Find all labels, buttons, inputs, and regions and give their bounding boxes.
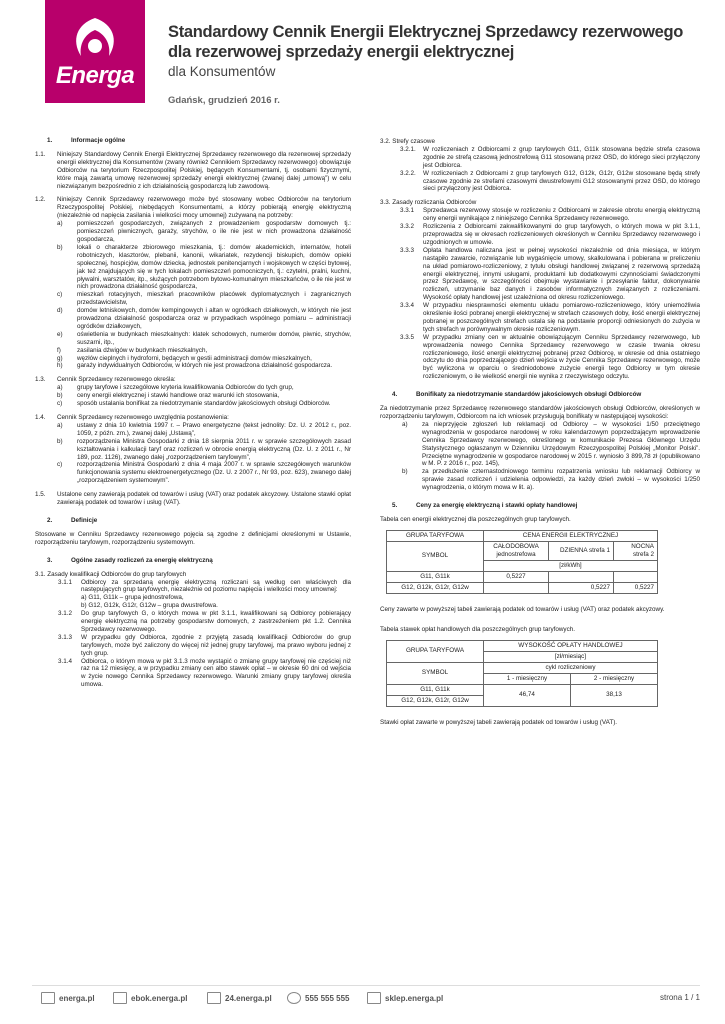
- list-item: b) lokali o charakterze zbiorowego mieszkania, tj.: domów akademickich, internatów, hoteli robotniczych, klasztorów, plebanii, kanonii, wikariatek, rezydencji biskupich, domów opieki społecznej, hospicjów, domów dziecka, jednostek penitencjarnych i wojskowych w części bytowej, jak też znajdujących się w tych lokalach pomieszczeń pomocniczych, tj.: czytelni, pralni, kuchni, pływalni, warsztatów, itp., służących potrzebom bytowo-komunalnym mieszkańców, o ile nie jest w nich prowadzona działalność gospodarcza,: [57, 243, 351, 291]
- table-header: 1 - miesięczny: [484, 673, 571, 684]
- list-item: a) grupy taryfowe i szczegółowe kryteria kwalifikowania Odbiorców do tych grup,: [57, 384, 294, 392]
- list-item: 3.3.4 W przypadku niesprawności elementu układu pomiarowo-rozliczeniowego, który uniemożliwia określenie ilości pobranej energii elektrycznej w strefach czasowych doby, ilość energii elektrycznej pobranej w poszczególnych strefach ustala się na podstawie proporcji odniesionych do zużycia w tych strefach w porównywalnym okresie rozliczeniowym.: [400, 302, 700, 333]
- section-heading: 2. Definicje: [47, 516, 98, 524]
- list: [35, 579, 351, 690]
- list-item: f) zasilania dźwigów w budynkach mieszkalnych,: [57, 346, 208, 354]
- table-header: CENA ENERGII ELEKTRYCZNEJ: [484, 530, 658, 541]
- table-unit: [zł/miesiąc]: [484, 651, 658, 662]
- table-cell: [614, 571, 658, 582]
- table-cell: [549, 571, 614, 582]
- paragraph: Stosowane w Cenniku Sprzedawcy rezerwowego pojęcia są zgodne z definicjami określonymi w Ustawie, rozporządzeniu taryfowym, rozporządzeniu systemowym.: [35, 530, 351, 546]
- document-subtitle: dla Konsumentów: [168, 64, 276, 79]
- footer-phone[interactable]: 555 555 555: [287, 992, 350, 1004]
- paragraph: 1.5. Ustalone ceny zawierają podatek od towarów i usług (VAT) oraz podatek akcyzowy. Ustalone stawki opłat zawierają podatek od towarów i usług (VAT).: [35, 491, 351, 507]
- table-header: SYMBOL: [387, 662, 484, 684]
- list: [380, 207, 700, 381]
- list: [35, 384, 351, 408]
- list-item: d) domów letniskowych, domów kempingowych i altan w ogródkach działkowych, w których nie jest prowadzona działalność gospodarcza oraz w przypadkach wspólnego pomiaru – administracji ogródków działkowych,: [57, 307, 351, 330]
- list-item: 3.3.1 Sprzedawca rezerwowy stosuje w rozliczeniu z Odbiorcami w zakresie obrotu energią elektryczną ceny energii wynikające z niniejszego Cennika Sprzedawcy rezerwowego.: [400, 207, 700, 223]
- list-item: c) sposób ustalania bonifikat za niedotrzymanie standardów jakościowych obsługi Odbiorców.: [57, 400, 331, 408]
- paragraph: 1.1. Niniejszy Standardowy Cennik Energii Elektrycznej Sprzedawcy rezerwowego dla rezerwowej sprzedaży energii elektrycznej dla Konsumentów (zwany również Cennikiem Sprzedawcy rezerwowego) obowiązuje Odbiorców na terytorium Rzeczpospolitej Polskiej, będących Konsumentami, tj. osobami fizycznymi, które mają zawartą umowę rezerwowej sprzedaży energii elektrycznej (zwanej dalej „umową”) w celu niezwiązanym bezpośrednio z ich działalnością gospodarczą lub zawodową.: [35, 150, 351, 190]
- monitor-icon: [41, 992, 55, 1004]
- footer-divider: [32, 985, 700, 986]
- list-item: c) rozporządzenia Ministra Gospodarki z dnia 4 maja 2007 r. w sprawie szczegółowych warunków funkcjonowania systemu elektroenergetycznego (Dz. U. z 2007 r., Nr 93, poz. 623), zwanego dalej „rozporządzeniem systemowym”.: [57, 461, 351, 485]
- footer-link-24[interactable]: 24.energa.pl: [207, 992, 272, 1004]
- table-cell: 0,5227: [484, 571, 549, 582]
- right-column: [380, 138, 700, 727]
- list-item: g) węzłów cieplnych i hydroforni, będących w gestii administracji domów mieszkalnych,: [57, 354, 312, 362]
- footer-link-ebok[interactable]: ebok.energa.pl: [113, 992, 187, 1004]
- page-number: strona 1 / 1: [659, 993, 700, 1002]
- table-cell: G12, G12k, G12r, G12w: [387, 695, 484, 706]
- table-note: Stawki opłat zawarte w powyższej tabeli zawierają podatek od towarów i usług (VAT).: [380, 718, 618, 726]
- energy-price-table: [386, 530, 658, 594]
- footer-link-website[interactable]: energa.pl: [41, 992, 95, 1004]
- table-cell: 38,13: [570, 684, 657, 706]
- left-column: [35, 127, 351, 689]
- trade-fee-table: [386, 640, 658, 707]
- phone-icon: [287, 992, 301, 1004]
- list: [380, 146, 700, 193]
- table-cell: G12, G12k, G12r, G12w: [387, 582, 484, 593]
- 24h-icon: [207, 992, 221, 1004]
- list-item: 3.1.4 Odbiorca, o którym mowa w pkt 3.1.3 może wystąpić o zmianę grupy taryfowej nie częściej niż raz na 12 miesięcy, a w przypadku zmiany cen albo stawek opłat – w okresie 60 dni od wejścia w życie nowego Cennika Sprzedawcy rezerwowego. Warunki zmiany grupy taryfowej określa umowa.: [58, 657, 351, 689]
- table-cell: [484, 582, 549, 593]
- list: [35, 422, 351, 485]
- table-cell: G11, G11k: [387, 571, 484, 582]
- list: [380, 421, 700, 492]
- list-item: 3.1.3 W przypadku gdy Odbiorca, zgodnie z przyjętą zasadą kwalifikacji Odbiorców do grup taryfowych, może być zaliczony do więcej niż jednej grupy taryfowej, ma prawo wyboru jednej z tych grup.: [58, 633, 351, 657]
- list-item: c) mieszkań rotacyjnych, mieszkań pracowników placówek dyplomatycznych i zagranicznych przedstawicielstw,: [57, 291, 351, 307]
- document-title-line2: dla rezerwowej sprzedaży energii elektrycznej: [168, 43, 514, 61]
- logo-wordmark: Energa: [55, 62, 135, 89]
- section-heading: 5. Ceny za energię elektryczną i stawki opłaty handlowej: [392, 502, 578, 510]
- list-item: 3.3.3 Opłata handlowa naliczana jest w pełnej wysokości niezależnie od dnia miesiąca, w którym nastąpiło zawarcie, rozwiązanie lub wygaśnięcie umowy, skalkulowana i pobierana w preliczeniu na układ pomiarowo-rozliczeniowy, z tytułu obsługi handlowej związanej z rezerwową sprzedażą energii elektrycznej, innymi usługami, produktami lub dodatkowymi czynnościami świadczonymi przez Sprzedawcę, w szczególności obejmuje wystawianie i przesyłanie faktur, dokonywanie rozliczeń, utrzymanie baz danych i zasobów informatycznych związanych z rozliczeniami. Wysokość opłaty handlowej jest uzależniona od okresu rozliczeniowego.: [400, 246, 700, 302]
- energa-flame-icon: [67, 16, 123, 64]
- ebok-icon: [113, 992, 127, 1004]
- table-row: [387, 571, 658, 582]
- document-title-line1: Standardowy Cennik Energii Elektrycznej Sprzedawcy rezerwowego: [168, 23, 684, 41]
- list-item: b) ceny energii elektrycznej i stawki handlowe oraz warunki ich stosowania,: [57, 392, 280, 400]
- footer: [35, 988, 685, 1008]
- list-item: 3.1.1 Odbiorcy za sprzedaną energię elektryczną rozliczani są według cen właściwych dla następujących grup taryfowych, niezależnie od poziomu napięcia i wielkości mocy umownej:: [58, 578, 351, 594]
- subsection-heading: 3.3. Zasady rozliczania Odbiorców: [380, 199, 477, 207]
- list-item: a) ustawy z dnia 10 kwietnia 1997 r. – Prawo energetyczne (tekst jednolity: Dz. U. z 2012 r., poz. 1059, z późn. zm.), zwanej dalej „Ustawą”,: [57, 421, 351, 437]
- paragraph: Za niedotrzymanie przez Sprzedawcę rezerwowego standardów jakościowych obsługi Odbiorców, określonych w rozporządzeniu taryfowym, Odbiorcom na ich wniosek przysługują bonifikaty w następującej wysokości:: [380, 405, 700, 420]
- section-heading: 4. Bonifikaty za niedotrzymanie standardów jakościowych obsługi Odbiorców: [392, 391, 642, 399]
- cart-icon: [367, 992, 381, 1004]
- section-heading: 3. Ogólne zasady rozliczeń za energię elektryczną: [47, 556, 213, 564]
- energa-logo: [45, 0, 145, 103]
- table-header: 2 - miesięczny: [570, 673, 657, 684]
- list: [35, 220, 351, 370]
- table-unit: [zł/kWh]: [484, 560, 658, 571]
- list-item: b) G12, G12k, G12r, G12w – grupa dwustrefowa.: [81, 602, 218, 610]
- table-header: GRUPA TARYFOWA: [387, 530, 484, 541]
- paragraph: 1.4. Cennik Sprzedawcy rezerwowego uwzględnia postanowienia:: [35, 414, 229, 421]
- table-cell: 0,5227: [549, 582, 614, 593]
- table-cell: 46,74: [484, 684, 571, 706]
- table-row: [387, 582, 658, 593]
- subsection-heading: 3.1. Zasady kwalifikacji Odbiorców do grup taryfowych: [35, 570, 187, 578]
- document-date: Gdańsk, grudzień 2016 r.: [168, 95, 280, 106]
- list-item: 3.3.2 Rozliczenia z Odbiorcami zakwalifikowanymi do grup taryfowych, o których mowa w pkt 3.1.1, przeprowadza się w okresach rozliczeniowych określonych w Cenniku Sprzedawcy rezerwowego i uzgodnionych w umowie.: [400, 223, 700, 246]
- section-heading: 1. Informacje ogólne: [47, 137, 126, 144]
- list-item: a) G11, G11k – grupa jednostrefowa,: [81, 594, 184, 602]
- table-cell: G11, G11k: [387, 684, 484, 695]
- table-cell: 0,5227: [614, 582, 658, 593]
- list-item: 3.3.5 W przypadku zmiany cen w aktualnie obowiązującym Cenniku Sprzedawcy rezerwowego, lub wprowadzenia nowego Cennika Sprzedawcy rezerwowego w czasie trwania okresu rozliczeniowego, ilość energii elektrycznej pobranej przez Odbiorcę, w okresie od dnia ostatniego odczytu do dnia poprzedzającego dzień wejścia w życie Cennika Sprzedawcy rezerwowego, może być wyliczona w oparciu o średniodobowe zużycie energii tego Odbiorcy w tym okresie rozliczeniowym, o ile wielkość energii nie wynika z rzeczywistego odczytu.: [400, 333, 700, 381]
- list-item: h) garaży indywidualnych Odbiorców, w których nie jest prowadzona działalność gospodarcza.: [57, 362, 333, 370]
- table-header: SYMBOL: [387, 541, 484, 571]
- table-header: DZIENNA strefa 1: [549, 541, 614, 560]
- list-item: a) pomieszczeń gospodarczych, związanych z prowadzeniem gospodarstw domowych tj.: pomieszczeń piwnicznych, garaży, strychów, o ile nie jest w nich prowadzona działalność gospodarcza,: [57, 220, 351, 243]
- table-intro: Tabela cen energii elektrycznej dla poszczególnych grup taryfowych.: [380, 515, 571, 523]
- table-intro: Tabela stawek opłat handlowych dla poszczególnych grup taryfowych.: [380, 625, 575, 633]
- subsection-heading: 3.2. Strefy czasowe: [380, 138, 435, 145]
- table-header: cykl rozliczeniowy: [484, 662, 658, 673]
- table-note: Ceny zawarte w powyższej tabeli zawierają podatek od towarów i usług (VAT) oraz podatek akcyzowy.: [380, 605, 665, 613]
- paragraph: 1.3. Cennik Sprzedawcy rezerwowego określa:: [35, 376, 176, 384]
- list-item: b) za przedłużenie czternastodniowego terminu rozpatrzenia wniosku lub reklamacji Odbiorcy w sprawie zasad rozliczeń i udzielenia odpowiedzi, za każdy dzień zwłoki – w wysokości 1/250 wynagrodzenia, o którym mowa w lit. a).: [402, 468, 700, 492]
- table-header: WYSOKOŚĆ OPŁATY HANDLOWEJ: [484, 640, 658, 651]
- table-header: GRUPA TARYFOWA: [387, 640, 484, 662]
- footer-link-shop[interactable]: sklep.energa.pl: [367, 992, 443, 1004]
- table-row: [387, 684, 658, 695]
- paragraph: 1.2. Niniejszy Cennik Sprzedawcy rezerwowego może być stosowany wobec Odbiorców na terytorium Rzeczypospolitej Polskiej, niebędących Konsumentami, a którzy pobierają energię elektryczną (niezależnie od napięcia zasilania i wielkości mocy umownej) zużywaną na potrzeby:: [35, 196, 351, 220]
- document-header: [168, 22, 688, 106]
- list-item: 3.2.2. W rozliczeniach z Odbiorcami z grup taryfowych G12, G12k, G12r, G12w stosowane będą strefy czasowe zgodnie ze strefami czasowymi dwustrefowymi G12 stosowanymi przez OSD, do którego sieci przyłączony jest Odbiorca.: [400, 169, 700, 193]
- list-item: b) rozporządzenia Ministra Gospodarki z dnia 18 sierpnia 2011 r. w sprawie szczegółowych zasad kształtowania i kalkulacji taryf oraz rozliczeń w obrocie energią elektryczną (Dz. U. z 2011 r., Nr 189, poz. 1126), zwanego dalej „rozporządzeniem taryfowym”,: [57, 437, 351, 461]
- list-item: 3.1.2 Do grup taryfowych G, o których mowa w pkt 3.1.1, kwalifikowani są Odbiorcy pobierający energię elektryczną na potrzeby gospodarstw domowych, z zastrzeżeniem pkt 1.2. Cennika Sprzedawcy rezerwowego.: [58, 610, 351, 633]
- table-header: CAŁODOBOWA jednostrefowa: [484, 541, 549, 560]
- list-item: a) za nieprzyjęcie zgłoszeń lub reklamacji od Odbiorcy – w wysokości 1/50 przeciętnego wynagrodzenia w gospodarce narodowej w roku kalendarzowym poprzedzającym wprowadzenie Cennika Sprzedawcy rezerwowego, określonego w komunikacie Prezesa Głównego Urzędu Statystycznego ogłaszanym w Dzienniku Urzędowym Rzeczypospolitej Polskiej „Monitor Polski”. Przeciętne wynagrodzenie w gospodarce narodowej w 2015 r. wyniosło 3 899,78 zł (opublikowano w M. P. z 2016 r., poz. 145),: [402, 420, 700, 468]
- table-header: NOCNA strefa 2: [614, 541, 658, 560]
- list-item: e) oświetlenia w budynkach mieszkalnych: klatek schodowych, numerów domów, piwnic, strychów, suszarni, itp.,: [57, 330, 351, 346]
- list-item: 3.2.1. W rozliczeniach z Odbiorcami z grup taryfowych G11, G11k stosowana będzie strefa czasowa zgodnie ze strefą czasową jednostrefową G11 stosowaną przez OSD, do którego sieci przyłączony jest Odbiorca.: [400, 145, 700, 169]
